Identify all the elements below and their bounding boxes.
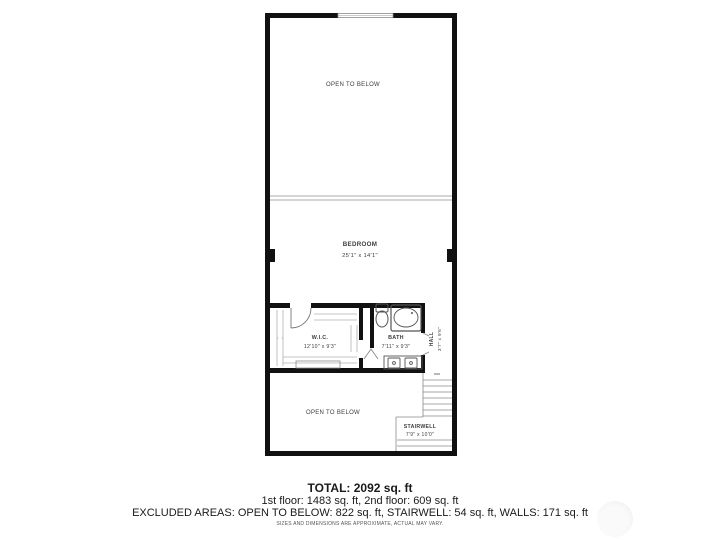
room-labels [304,82,443,438]
left-pilaster [270,249,275,262]
stairs [396,373,452,451]
stairwell-label: STAIRWELL [403,424,437,430]
bath-dims: 7'11" x 9'3" [381,344,411,350]
open-below-bottom-label: OPEN TO BELOW [305,410,361,416]
disclaimer-text: SIZES AND DIMENSIONS ARE APPROXIMATE, ACTUAL MAY VARY. [276,521,444,527]
outer-walls [265,13,457,456]
hall-label: HALL [429,331,435,347]
watermark-logo [597,501,633,537]
total-area-text: TOTAL: 2092 sq. ft [307,481,413,495]
bedroom-dims: 25'1" x 14'1" [342,253,378,259]
open-below-top-label: OPEN TO BELOW [325,82,381,88]
bath-door-swing [364,349,378,359]
floor-areas-text: 1st floor: 1483 sq. ft, 2nd floor: 609 sq. ft [261,495,459,507]
bath-label: BATH [388,335,404,341]
window [338,13,393,18]
stairwell-dims: 7'9" x 10'0" [405,432,435,438]
hall-dims: 3'7" x 9'6" [438,326,443,352]
right-pilaster [447,249,452,262]
bedroom-label: BEDROOM [342,241,378,248]
bathtub-icon [391,305,421,331]
wic-label: W.I.C. [311,335,329,341]
vanity-sinks-icon [384,356,422,369]
wic-dims: 12'10" x 9'3" [303,344,337,350]
wic-door [291,308,311,328]
loft-railing [270,196,452,200]
excluded-areas-text: EXCLUDED AREAS: OPEN TO BELOW: 822 sq. ft, STAIRWELL: 54 sq. ft, WALLS: 171 sq. ft [132,507,588,519]
